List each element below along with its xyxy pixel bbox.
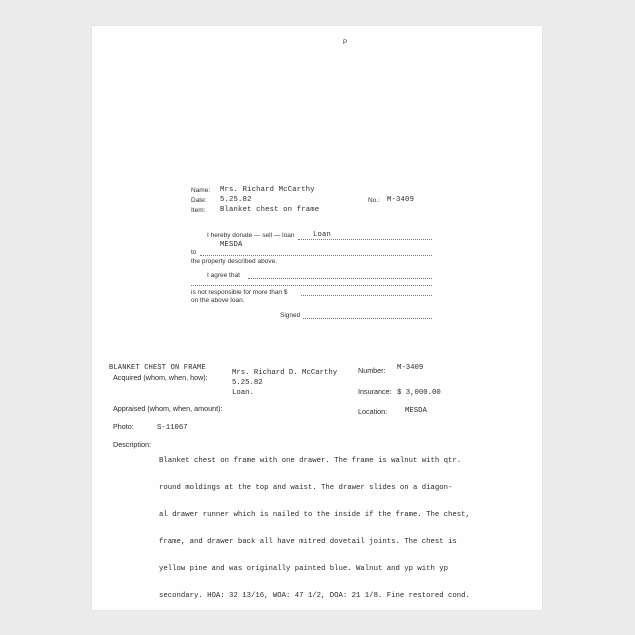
donate-value: Loan	[313, 231, 332, 239]
to-value: MESDA	[220, 241, 243, 249]
donate-line	[298, 239, 432, 240]
no-label: No.:	[368, 197, 380, 204]
agree-line	[248, 278, 432, 279]
name-label: Name:	[191, 187, 211, 194]
agree-text: I agree that	[207, 272, 240, 279]
insurance-label: Insurance:	[358, 387, 392, 396]
to-line	[200, 255, 432, 256]
item-value: Blanket chest on frame	[220, 206, 320, 214]
acquired-line-3: Loan.	[232, 389, 254, 397]
location-label: Location:	[358, 407, 388, 416]
date-label: Date:	[191, 197, 207, 204]
description-line: yellow pine and was originally painted blue. Walnut and yp with yp	[159, 565, 449, 573]
responsible-text: is not responsible for more than $	[191, 289, 288, 296]
item-label: Item:	[191, 207, 206, 214]
agree-line-2	[191, 285, 432, 286]
above-loan-text: on the above loan.	[191, 297, 245, 304]
description-line: frame, and drawer back all have mitred dovetail joints. The chest is	[159, 538, 457, 546]
date-value: 5.25.82	[220, 196, 252, 204]
description-line: al drawer runner which is nailed to the inside if the frame. The chest,	[159, 511, 470, 519]
appraised-label: Appraised (whom, when, amount):	[113, 404, 223, 413]
page-mark: P	[343, 40, 348, 46]
document-page	[92, 26, 542, 610]
number-value: M-3409	[397, 364, 424, 372]
no-value: M-3409	[387, 196, 415, 204]
signed-label: Signed	[280, 312, 301, 319]
responsible-line	[301, 295, 432, 296]
description-line: secondary. HOA: 32 13/16, WOA: 47 1/2, DOA: 21 1/8. Fine restored cond.	[159, 592, 470, 600]
acquired-line-2: 5.25.82	[232, 379, 263, 387]
property-text: the property described above.	[191, 258, 277, 265]
photo-label: Photo:	[113, 422, 134, 431]
acquired-line-1: Mrs. Richard D. McCarthy	[232, 369, 338, 377]
photo-value: S-11067	[157, 424, 188, 432]
location-value: MESDA	[405, 407, 427, 415]
catalog-title: BLANKET CHEST ON FRAME	[109, 364, 206, 372]
insurance-value: $ 3,000.00	[397, 389, 441, 397]
donate-text: I hereby donate — sell — loan	[207, 232, 295, 239]
acquired-label: Acquired (whom, when, how):	[113, 373, 208, 382]
signed-line	[303, 318, 432, 319]
description-line: Blanket chest on frame with one drawer. The frame is walnut with qtr.	[159, 457, 462, 465]
number-label: Number:	[358, 366, 386, 375]
description-line: round moldings at the top and waist. The drawer slides on a diagon-	[159, 484, 453, 492]
description-text	[159, 439, 470, 619]
description-label: Description:	[113, 440, 151, 449]
name-value: Mrs. Richard McCarthy	[220, 186, 315, 194]
to-label: to	[191, 249, 197, 256]
